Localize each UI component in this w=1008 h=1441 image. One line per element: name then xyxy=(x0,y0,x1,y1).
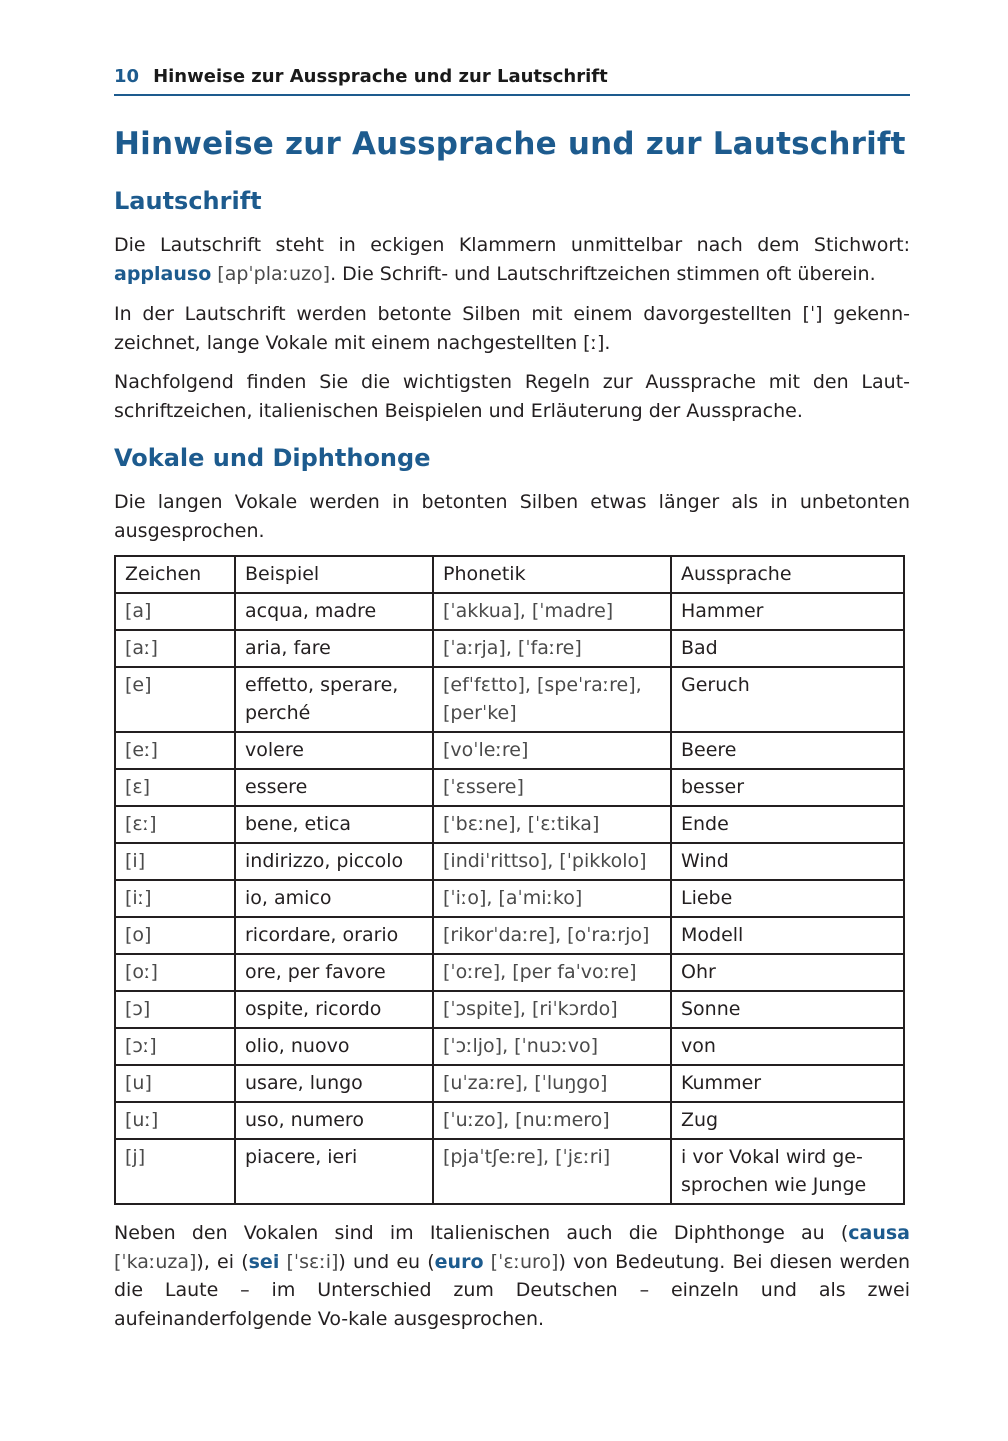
table-cell: [a] xyxy=(115,593,235,630)
table-cell: [ɔ] xyxy=(115,991,235,1028)
vowel-table xyxy=(114,555,905,1205)
table-cell: Ende xyxy=(671,806,904,843)
table-cell: [u] xyxy=(115,1065,235,1102)
table-cell: essere xyxy=(235,769,433,806)
paragraph-text: ), ei ( xyxy=(196,1250,249,1273)
table-cell: [uˈzaːre], [ˈluŋgo] xyxy=(433,1065,671,1102)
table-cell: [i] xyxy=(115,843,235,880)
running-head-title: Hinweise zur Aussprache und zur Lautschrift xyxy=(153,66,608,87)
table-cell: ospite, ricordo xyxy=(235,991,433,1028)
table-cell: [uː] xyxy=(115,1102,235,1139)
table-cell: Modell xyxy=(671,917,904,954)
table-cell: [j] xyxy=(115,1139,235,1204)
table-cell: [iː] xyxy=(115,880,235,917)
table-row xyxy=(115,991,904,1028)
example-keyword: causa xyxy=(848,1222,910,1244)
table-cell: Liebe xyxy=(671,880,904,917)
table-cell: volere xyxy=(235,732,433,769)
table-row xyxy=(115,843,904,880)
table-row xyxy=(115,954,904,991)
paragraph-text: Die Lautschrift steht in eckigen Klammern unmittelbar nach dem Stichwort: xyxy=(114,234,910,256)
table-row xyxy=(115,769,904,806)
table-cell: [rikorˈdaːre], [oˈraːrjo] xyxy=(433,917,671,954)
paragraph-text: ) von Bedeutung. Bei diesen werden die Laute – im Unterschied zum Deutschen – einzeln und als zwei aufeinanderfolgende Vo-kale ausgesprochen. xyxy=(114,1250,910,1330)
example-keyword: sei xyxy=(248,1250,280,1273)
table-cell: io, amico xyxy=(235,880,433,917)
table-cell: ore, per favore xyxy=(235,954,433,991)
table-cell: [ɔː] xyxy=(115,1028,235,1065)
table-cell: olio, nuovo xyxy=(235,1028,433,1065)
table-cell: [voˈleːre] xyxy=(433,732,671,769)
table-cell: [eː] xyxy=(115,732,235,769)
table-cell: Geruch xyxy=(671,667,904,732)
paragraph-lautschrift-intro xyxy=(114,231,910,288)
table-header-cell: Zeichen xyxy=(115,556,235,593)
example-ipa: [apˈplaːuzo] xyxy=(211,262,331,285)
table-row xyxy=(115,880,904,917)
table-cell: Kummer xyxy=(671,1065,904,1102)
example-keyword: euro xyxy=(434,1250,484,1273)
table-cell: [ɛː] xyxy=(115,806,235,843)
table-row xyxy=(115,1028,904,1065)
table-row xyxy=(115,667,904,732)
table-cell: Wind xyxy=(671,843,904,880)
paragraph-text: ) und eu ( xyxy=(338,1250,435,1273)
table-cell: [ɛ] xyxy=(115,769,235,806)
table-header-cell: Beispiel xyxy=(235,556,433,593)
table-cell: [indiˈrittso], [ˈpikkolo] xyxy=(433,843,671,880)
table-row xyxy=(115,1102,904,1139)
running-head xyxy=(114,66,910,96)
table-cell: besser xyxy=(671,769,904,806)
heading-vokale: Vokale und Diphthonge xyxy=(114,444,431,472)
table-cell: [oː] xyxy=(115,954,235,991)
table-header-cell: Aussprache xyxy=(671,556,904,593)
table-row xyxy=(115,593,904,630)
example-ipa: [ˈkaːuza] xyxy=(114,1250,197,1273)
table-cell: effetto, sperare, perché xyxy=(235,667,433,732)
table-row xyxy=(115,1065,904,1102)
table-cell: acqua, madre xyxy=(235,593,433,630)
table-row xyxy=(115,806,904,843)
paragraph-vokale-intro: Die langen Vokale werden in betonten Silben etwas länger als in unbetonten ausgesprochen. xyxy=(114,491,910,542)
table-cell: [ˈɔspite], [riˈkɔrdo] xyxy=(433,991,671,1028)
page-number: 10 xyxy=(114,66,140,87)
table-row xyxy=(115,917,904,954)
table-cell: Ohr xyxy=(671,954,904,991)
table-row xyxy=(115,732,904,769)
table-cell: i vor Vokal wird ge-sprochen wie Junge xyxy=(671,1139,904,1204)
table-cell: Bad xyxy=(671,630,904,667)
heading-lautschrift: Lautschrift xyxy=(114,187,262,215)
table-cell: [ˈiːo], [aˈmiːko] xyxy=(433,880,671,917)
table-cell: [ˈakkua], [ˈmadre] xyxy=(433,593,671,630)
example-keyword: applauso xyxy=(114,262,212,285)
table-cell: Beere xyxy=(671,732,904,769)
table-cell: von xyxy=(671,1028,904,1065)
table-cell: [e] xyxy=(115,667,235,732)
table-cell: usare, lungo xyxy=(235,1065,433,1102)
table-cell: piacere, ieri xyxy=(235,1139,433,1204)
table-cell: Zug xyxy=(671,1102,904,1139)
table-row xyxy=(115,1139,904,1204)
paragraph-text: . Die Schrift- und Lautschriftzeichen stimmen oft überein. xyxy=(330,262,876,285)
table-cell: ricordare, orario xyxy=(235,917,433,954)
table-cell: [ˈbɛːne], [ˈɛːtika] xyxy=(433,806,671,843)
paragraph-stress-marks: In der Lautschrift werden betonte Silben mit einem davorgestellten [ˈ] gekenn-zeichnet, lange Vokale mit einem nachgestellten [ː]. xyxy=(114,303,910,354)
table-cell: [ˈɔːljo], [ˈnuɔːvo] xyxy=(433,1028,671,1065)
table-cell: [aː] xyxy=(115,630,235,667)
table-header-cell: Phonetik xyxy=(433,556,671,593)
example-ipa: [ˈsɛːi] xyxy=(279,1250,339,1273)
example-ipa: [ˈɛːuro] xyxy=(483,1250,559,1273)
table-cell: [ˈuːzo], [nuːmero] xyxy=(433,1102,671,1139)
table-cell: bene, etica xyxy=(235,806,433,843)
paragraph-diphthongs xyxy=(114,1219,910,1333)
paragraph-rules-intro: Nachfolgend finden Sie die wichtigsten Regeln zur Aussprache mit den Laut-schriftzeichen, italienischen Beispielen und Erläuterung der Aussprache. xyxy=(114,371,910,422)
page-title: Hinweise zur Aussprache und zur Lautschrift xyxy=(114,126,906,162)
table-cell: Hammer xyxy=(671,593,904,630)
table-cell: [ˈoːre], [per faˈvoːre] xyxy=(433,954,671,991)
table-cell: indirizzo, piccolo xyxy=(235,843,433,880)
table-header-row xyxy=(115,556,904,593)
table-cell: [efˈfɛtto], [speˈraːre], [perˈke] xyxy=(433,667,671,732)
table-cell: [pjaˈtʃeːre], [ˈjɛːri] xyxy=(433,1139,671,1204)
table-cell: aria, fare xyxy=(235,630,433,667)
table-cell: [o] xyxy=(115,917,235,954)
table-cell: [ˈɛssere] xyxy=(433,769,671,806)
paragraph-text: Neben den Vokalen sind im Italienischen auch die Diphthonge au ( xyxy=(114,1222,849,1244)
table-cell: Sonne xyxy=(671,991,904,1028)
table-cell: [ˈaːrja], [ˈfaːre] xyxy=(433,630,671,667)
table-cell: uso, numero xyxy=(235,1102,433,1139)
table-row xyxy=(115,630,904,667)
